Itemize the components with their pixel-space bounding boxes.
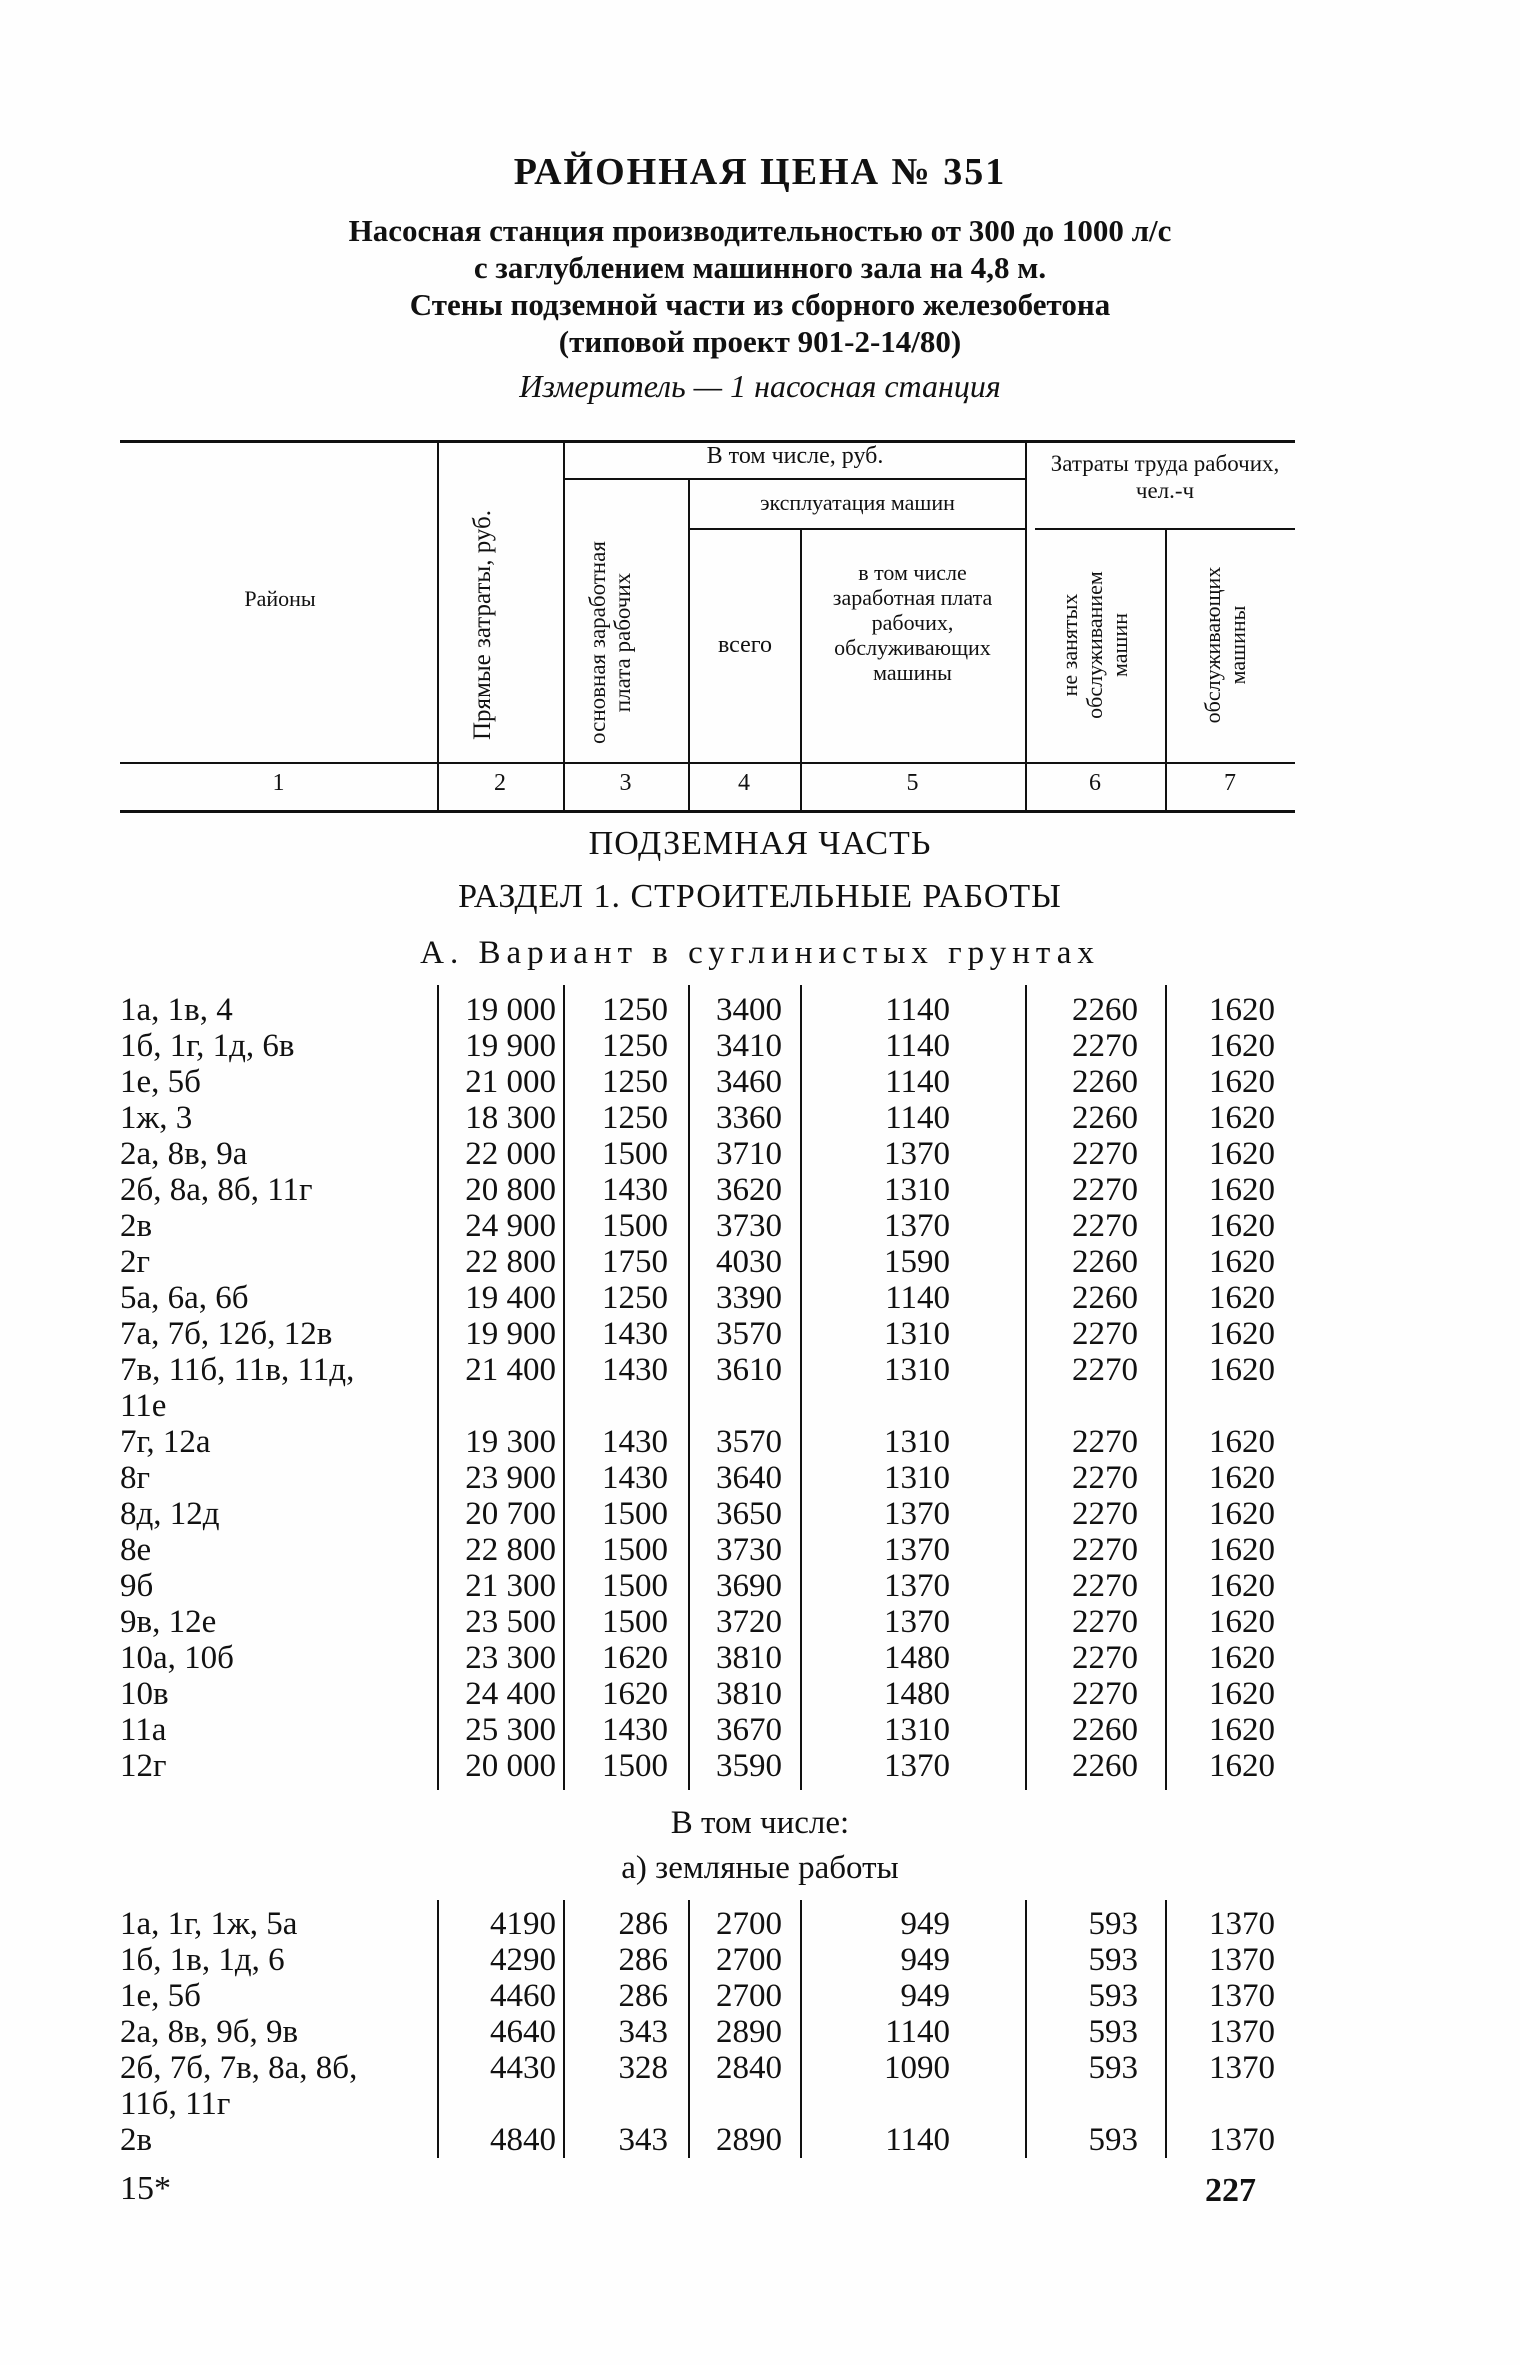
- cell-labor-other: 593: [1088, 1906, 1138, 1942]
- table-row: [0, 1712, 1520, 1748]
- cell-labor-machine: 1620: [1209, 1712, 1275, 1748]
- table-row: [0, 1244, 1520, 1280]
- cell-labor-machine: 1370: [1209, 1942, 1275, 1978]
- cell-labor-machine: 1620: [1209, 1352, 1275, 1388]
- earthworks-title: а) земляные работы: [621, 1850, 899, 1886]
- cell-machine-wage: 949: [900, 1906, 950, 1942]
- header-regions: Районы: [244, 586, 316, 611]
- cell-base-wage: 1430: [602, 1172, 668, 1208]
- table-row: [0, 1208, 1520, 1244]
- header-not-machine: не занятых обслуживанием машин: [1057, 571, 1132, 719]
- cell-region: 11б, 11г: [120, 2086, 231, 2122]
- table-row: [0, 1316, 1520, 1352]
- cell-machine-total: 2840: [716, 2050, 782, 2086]
- cell-machine-total: 2700: [716, 1978, 782, 2014]
- cell-direct-costs: 23 900: [465, 1460, 556, 1496]
- cell-machine-total: 3400: [716, 992, 782, 1028]
- cell-base-wage: 1430: [602, 1460, 668, 1496]
- cell-machine-total: 3730: [716, 1208, 782, 1244]
- cell-labor-machine: 1620: [1209, 1496, 1275, 1532]
- cell-direct-costs: 24 900: [465, 1208, 556, 1244]
- cell-base-wage: 1250: [602, 1280, 668, 1316]
- cell-labor-other: 2270: [1072, 1208, 1138, 1244]
- cell-direct-costs: 21 400: [465, 1352, 556, 1388]
- header-labor-costs: Затраты труда рабочих, чел.-ч: [1050, 451, 1280, 503]
- cell-labor-machine: 1370: [1209, 2014, 1275, 2050]
- cell-labor-other: 2270: [1072, 1352, 1138, 1388]
- cell-machine-wage: 1370: [884, 1208, 950, 1244]
- cell-labor-machine: 1620: [1209, 1064, 1275, 1100]
- cell-labor-other: 2260: [1072, 1244, 1138, 1280]
- cell-machine-total: 2890: [716, 2014, 782, 2050]
- cell-region: 1б, 1в, 1д, 6: [120, 1942, 285, 1978]
- table-row: [0, 1640, 1520, 1676]
- table-row: [0, 1676, 1520, 1712]
- cell-machine-total: 2700: [716, 1906, 782, 1942]
- cell-direct-costs: 4840: [490, 2122, 556, 2158]
- cell-region: 2в: [120, 1208, 153, 1244]
- cell-base-wage: 1500: [602, 1604, 668, 1640]
- subtitle-line-2: с заглублением машинного зала на 4,8 м.: [473, 250, 1047, 285]
- cell-base-wage: 1250: [602, 992, 668, 1028]
- header-including-rub: В том числе, руб.: [706, 443, 884, 469]
- cell-base-wage: 1430: [602, 1712, 668, 1748]
- cell-base-wage: 1430: [602, 1352, 668, 1388]
- col-number-3: 3: [619, 770, 632, 796]
- table-row: [0, 1568, 1520, 1604]
- col-number-1: 1: [272, 770, 285, 796]
- signature-mark: 15*: [120, 2170, 171, 2207]
- cell-machine-wage: 1140: [885, 1028, 950, 1064]
- cell-machine-wage: 1140: [885, 1064, 950, 1100]
- cell-direct-costs: 20 000: [465, 1748, 556, 1784]
- table-row: [0, 1388, 1520, 1424]
- header-total: всего: [717, 632, 773, 658]
- cell-labor-other: 593: [1088, 2050, 1138, 2086]
- cell-machine-wage: 1310: [884, 1460, 950, 1496]
- cell-machine-wage: 1310: [884, 1712, 950, 1748]
- cell-labor-other: 2270: [1072, 1460, 1138, 1496]
- header-base-wage: основная заработная плата рабочих: [585, 541, 635, 744]
- cell-machine-total: 4030: [716, 1244, 782, 1280]
- cell-labor-machine: 1620: [1209, 1460, 1275, 1496]
- cell-region: 8д, 12д: [120, 1496, 220, 1532]
- subtitle-line-3: Стены подземной части из сборного железобетона: [409, 287, 1111, 322]
- table-row: [0, 1352, 1520, 1388]
- cell-machine-total: 3410: [716, 1028, 782, 1064]
- cell-region: 11а: [120, 1712, 167, 1748]
- cell-region: 1е, 5б: [120, 1978, 201, 2014]
- cell-labor-machine: 1370: [1209, 2122, 1275, 2158]
- col-number-5: 5: [906, 770, 919, 796]
- cell-labor-machine: 1620: [1209, 1568, 1275, 1604]
- table-row: [0, 1496, 1520, 1532]
- cell-labor-other: 2270: [1072, 1676, 1138, 1712]
- section-subtitle: РАЗДЕЛ 1. СТРОИТЕЛЬНЫЕ РАБОТЫ: [458, 878, 1062, 915]
- cell-region: 2а, 8в, 9а: [120, 1136, 248, 1172]
- cell-machine-total: 3810: [716, 1640, 782, 1676]
- cell-labor-other: 593: [1088, 2014, 1138, 2050]
- cell-labor-other: 2270: [1072, 1604, 1138, 1640]
- cell-machine-wage: 1140: [885, 992, 950, 1028]
- cell-direct-costs: 20 800: [465, 1172, 556, 1208]
- cell-region: 2г: [120, 1244, 151, 1280]
- cell-base-wage: 1620: [602, 1676, 668, 1712]
- col-number-4: 4: [738, 770, 750, 796]
- cell-machine-wage: 1370: [884, 1568, 950, 1604]
- cell-labor-machine: 1620: [1209, 1640, 1275, 1676]
- cell-base-wage: 1500: [602, 1532, 668, 1568]
- cell-base-wage: 1500: [602, 1748, 668, 1784]
- cell-machine-total: 2890: [716, 2122, 782, 2158]
- cell-region: 1ж, 3: [120, 1100, 193, 1136]
- table-row: [0, 1172, 1520, 1208]
- cell-base-wage: 286: [618, 1906, 668, 1942]
- cell-machine-wage: 949: [900, 1978, 950, 2014]
- cell-machine-total: 3390: [716, 1280, 782, 1316]
- cell-base-wage: 343: [618, 2122, 668, 2158]
- cell-machine-total: 3570: [716, 1424, 782, 1460]
- cell-direct-costs: 25 300: [465, 1712, 556, 1748]
- cell-labor-machine: 1620: [1209, 1604, 1275, 1640]
- cell-machine-wage: 1370: [884, 1748, 950, 1784]
- cell-machine-total: 3640: [716, 1460, 782, 1496]
- cell-direct-costs: 23 500: [465, 1604, 556, 1640]
- cell-machine-total: 3610: [716, 1352, 782, 1388]
- cell-base-wage: 1620: [602, 1640, 668, 1676]
- cell-base-wage: 1500: [602, 1136, 668, 1172]
- table-row: [0, 1906, 1520, 1942]
- cell-labor-machine: 1620: [1209, 1028, 1275, 1064]
- cell-base-wage: 1250: [602, 1064, 668, 1100]
- cell-base-wage: 286: [618, 1978, 668, 2014]
- table-row: [0, 2050, 1520, 2086]
- cell-labor-other: 2270: [1072, 1568, 1138, 1604]
- cell-machine-wage: 1310: [884, 1424, 950, 1460]
- cell-direct-costs: 18 300: [465, 1100, 556, 1136]
- cell-machine-wage: 1480: [884, 1676, 950, 1712]
- cell-region: 1а, 1г, 1ж, 5а: [120, 1906, 298, 1942]
- cell-machine-total: 3650: [716, 1496, 782, 1532]
- cell-labor-machine: 1620: [1209, 1100, 1275, 1136]
- cell-region: 8е: [120, 1532, 152, 1568]
- cell-direct-costs: 19 900: [465, 1316, 556, 1352]
- table-row: [0, 1280, 1520, 1316]
- cell-labor-other: 2260: [1072, 1748, 1138, 1784]
- cell-direct-costs: 21 300: [465, 1568, 556, 1604]
- cell-labor-machine: 1620: [1209, 1676, 1275, 1712]
- cell-direct-costs: 22 000: [465, 1136, 556, 1172]
- header-direct-costs: Прямые затраты, руб.: [469, 509, 496, 741]
- cell-machine-total: 3570: [716, 1316, 782, 1352]
- cell-machine-total: 3720: [716, 1604, 782, 1640]
- table-row: [0, 1028, 1520, 1064]
- table-row: [0, 2086, 1520, 2122]
- colnum-bottom-rule: [120, 810, 1295, 813]
- table-row: [0, 1532, 1520, 1568]
- table-row: [0, 1064, 1520, 1100]
- cell-region: 10а, 10б: [120, 1640, 234, 1676]
- cell-region: 1а, 1в, 4: [120, 992, 233, 1028]
- cell-region: 7а, 7б, 12б, 12в: [120, 1316, 333, 1352]
- cell-direct-costs: 4640: [490, 2014, 556, 2050]
- machine-rule: [690, 528, 1025, 530]
- cell-machine-wage: 1370: [884, 1532, 950, 1568]
- cell-region: 2в: [120, 2122, 153, 2158]
- cell-labor-other: 2260: [1072, 1100, 1138, 1136]
- cell-direct-costs: 19 400: [465, 1280, 556, 1316]
- cell-region: 2а, 8в, 9б, 9в: [120, 2014, 299, 2050]
- cell-region: 9в, 12е: [120, 1604, 217, 1640]
- measure-unit: Измеритель — 1 насосная станция: [519, 368, 1001, 404]
- table-row: [0, 2122, 1520, 2158]
- cell-labor-other: 2270: [1072, 1172, 1138, 1208]
- cell-machine-wage: 1140: [885, 2122, 950, 2158]
- cell-labor-other: 2260: [1072, 1712, 1138, 1748]
- cell-labor-machine: 1370: [1209, 1906, 1275, 1942]
- subtitle-line-1: Насосная станция производительностью от 300 до 1000 л/с: [348, 213, 1172, 248]
- cell-machine-wage: 1140: [885, 1100, 950, 1136]
- table-row: [0, 1424, 1520, 1460]
- cell-labor-other: 2260: [1072, 1064, 1138, 1100]
- cell-direct-costs: 23 300: [465, 1640, 556, 1676]
- page-title: РАЙОННАЯ ЦЕНА № 351: [513, 151, 1007, 193]
- cell-base-wage: 343: [618, 2014, 668, 2050]
- cell-machine-wage: 1310: [884, 1316, 950, 1352]
- cell-region: 1е, 5б: [120, 1064, 201, 1100]
- cell-labor-other: 2270: [1072, 1640, 1138, 1676]
- cell-direct-costs: 24 400: [465, 1676, 556, 1712]
- header-vline-5: [1025, 440, 1027, 812]
- table-row: [0, 1460, 1520, 1496]
- table-row: [0, 1978, 1520, 2014]
- cell-machine-total: 3670: [716, 1712, 782, 1748]
- cell-region: 11е: [120, 1388, 167, 1424]
- header-vline-2: [563, 440, 565, 812]
- cell-machine-wage: 1140: [885, 2014, 950, 2050]
- cell-machine-wage: 1370: [884, 1496, 950, 1532]
- cell-base-wage: 1500: [602, 1496, 668, 1532]
- cell-region: 9б: [120, 1568, 154, 1604]
- cell-direct-costs: 4290: [490, 1942, 556, 1978]
- cell-direct-costs: 19 000: [465, 992, 556, 1028]
- cell-machine-wage: 949: [900, 1942, 950, 1978]
- cell-labor-other: 2260: [1072, 992, 1138, 1028]
- cell-direct-costs: 4190: [490, 1906, 556, 1942]
- cell-machine-total: 3590: [716, 1748, 782, 1784]
- cell-labor-other: 593: [1088, 2122, 1138, 2158]
- cell-machine-wage: 1310: [884, 1352, 950, 1388]
- cell-labor-other: 2270: [1072, 1316, 1138, 1352]
- cell-labor-machine: 1370: [1209, 1978, 1275, 2014]
- cell-region: 5а, 6а, 6б: [120, 1280, 249, 1316]
- cell-region: 2б, 7б, 7в, 8а, 8б,: [120, 2050, 358, 2086]
- header-machine-operation: эксплуатация машин: [760, 490, 955, 515]
- cell-machine-total: 3690: [716, 1568, 782, 1604]
- cell-labor-other: 2260: [1072, 1280, 1138, 1316]
- cell-machine-wage: 1140: [885, 1280, 950, 1316]
- cell-machine-wage: 1090: [884, 2050, 950, 2086]
- table-row: [0, 992, 1520, 1028]
- cell-direct-costs: 4460: [490, 1978, 556, 2014]
- cell-labor-machine: 1620: [1209, 1316, 1275, 1352]
- cell-region: 7в, 11б, 11в, 11д,: [120, 1352, 355, 1388]
- cell-machine-total: 3730: [716, 1532, 782, 1568]
- cell-labor-other: 2270: [1072, 1136, 1138, 1172]
- cell-machine-wage: 1370: [884, 1604, 950, 1640]
- cell-labor-machine: 1620: [1209, 1280, 1275, 1316]
- cell-labor-machine: 1620: [1209, 1532, 1275, 1568]
- cell-machine-total: 3360: [716, 1100, 782, 1136]
- cell-direct-costs: 21 000: [465, 1064, 556, 1100]
- header-bottom-rule: [120, 762, 1295, 764]
- cell-base-wage: 286: [618, 1942, 668, 1978]
- cell-direct-costs: 4430: [490, 2050, 556, 2086]
- header-machine-serv: обслуживающих машины: [1200, 566, 1250, 724]
- cell-labor-other: 593: [1088, 1942, 1138, 1978]
- page-number: 227: [1205, 2172, 1256, 2209]
- cell-base-wage: 1500: [602, 1568, 668, 1604]
- cell-direct-costs: 22 800: [465, 1244, 556, 1280]
- cell-machine-total: 3810: [716, 1676, 782, 1712]
- including-title: В том числе:: [670, 1805, 850, 1841]
- including-rule: [565, 478, 1025, 480]
- subtitle-line-4: (типовой проект 901-2-14/80): [558, 324, 962, 359]
- col-number-6: 6: [1089, 770, 1101, 796]
- cell-labor-other: 593: [1088, 1978, 1138, 2014]
- cell-labor-machine: 1620: [1209, 1172, 1275, 1208]
- cell-machine-wage: 1590: [884, 1244, 950, 1280]
- cell-machine-wage: 1310: [884, 1172, 950, 1208]
- cell-machine-total: 3620: [716, 1172, 782, 1208]
- cell-machine-wage: 1480: [884, 1640, 950, 1676]
- cell-labor-other: 2270: [1072, 1532, 1138, 1568]
- cell-base-wage: 328: [618, 2050, 668, 2086]
- cell-labor-other: 2270: [1072, 1424, 1138, 1460]
- cell-region: 2б, 8а, 8б, 11г: [120, 1172, 313, 1208]
- table-row: [0, 1604, 1520, 1640]
- variant-title: А. Вариант в суглинистых грунтах: [420, 935, 1100, 971]
- cell-labor-other: 2270: [1072, 1496, 1138, 1532]
- col-number-2: 2: [494, 770, 506, 796]
- cell-direct-costs: 19 300: [465, 1424, 556, 1460]
- cell-direct-costs: 20 700: [465, 1496, 556, 1532]
- cell-region: 10в: [120, 1676, 169, 1712]
- cell-region: 8г: [120, 1460, 151, 1496]
- cell-base-wage: 1500: [602, 1208, 668, 1244]
- cell-labor-machine: 1370: [1209, 2050, 1275, 2086]
- cell-machine-total: 3460: [716, 1064, 782, 1100]
- table-row: [0, 2014, 1520, 2050]
- cell-labor-machine: 1620: [1209, 1424, 1275, 1460]
- section-title: ПОДЗЕМНАЯ ЧАСТЬ: [588, 825, 932, 862]
- cell-region: 7г, 12а: [120, 1424, 211, 1460]
- cell-machine-wage: 1370: [884, 1136, 950, 1172]
- cell-labor-machine: 1620: [1209, 992, 1275, 1028]
- cell-base-wage: 1430: [602, 1424, 668, 1460]
- table-row: [0, 1136, 1520, 1172]
- cell-labor-machine: 1620: [1209, 1244, 1275, 1280]
- header-vline-1: [437, 440, 439, 812]
- cell-labor-machine: 1620: [1209, 1136, 1275, 1172]
- cell-region: 1б, 1г, 1д, 6в: [120, 1028, 295, 1064]
- cell-labor-machine: 1620: [1209, 1748, 1275, 1784]
- cell-base-wage: 1430: [602, 1316, 668, 1352]
- cell-labor-other: 2270: [1072, 1028, 1138, 1064]
- cell-labor-machine: 1620: [1209, 1208, 1275, 1244]
- header-incl-wage: в том числе заработная плата рабочих, обслуживающих машины: [832, 560, 993, 685]
- table-row: [0, 1942, 1520, 1978]
- cell-machine-total: 3710: [716, 1136, 782, 1172]
- cell-base-wage: 1250: [602, 1028, 668, 1064]
- cell-region: 12г: [120, 1748, 167, 1784]
- cell-direct-costs: 19 900: [465, 1028, 556, 1064]
- table-row: [0, 1748, 1520, 1784]
- table-row: [0, 1100, 1520, 1136]
- cell-direct-costs: 22 800: [465, 1532, 556, 1568]
- cell-machine-total: 2700: [716, 1942, 782, 1978]
- col-number-7: 7: [1224, 770, 1236, 796]
- cell-base-wage: 1250: [602, 1100, 668, 1136]
- cell-base-wage: 1750: [602, 1244, 668, 1280]
